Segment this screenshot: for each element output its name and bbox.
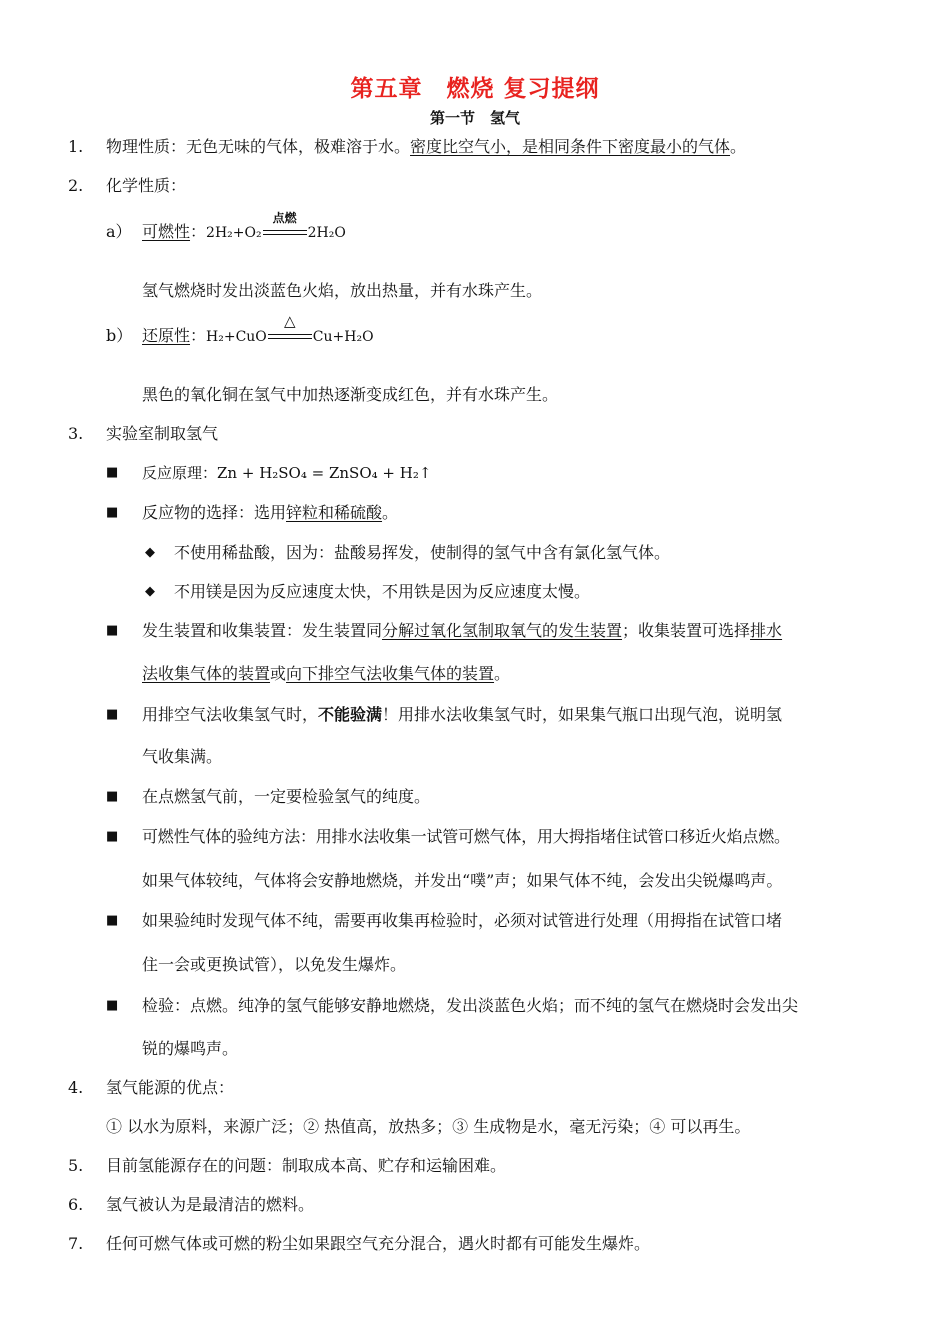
page-title: 第五章 燃烧 复习提纲 [350,76,600,102]
bullet-text: 可燃性气体的验纯方法：用排水法收集一试管可燃气体，用大拇指堵住试管口移近火焰点燃。 [142,827,790,846]
text-span: 。 [382,503,399,522]
item-number: 2. [68,176,84,195]
underlined-text: 分解过氧化氢制取氧气的发生装置 [382,621,623,640]
reaction-principle: 反应原理：Zn + H₂SO₄ = ZnSO₄ + H₂↑ [142,464,432,482]
text-span: 物理性质：无色无味的气体，极难溶于水。 [106,137,411,156]
equals-symbol [268,311,312,344]
bullet-text [142,620,782,642]
section-title: 第一节 氢气 [429,109,520,127]
sub-label: a） [106,222,132,241]
item-text: 氢气能源的优点： [106,1078,235,1097]
item-text: 目前氢能源存在的问题：制取成本高、贮存和运输困难。 [106,1156,507,1175]
underlined-text: 排水 [750,621,783,640]
bullet-text: 检验：点燃。纯净的氢气能够安静地燃烧，发出淡蓝色火焰；而不纯的氢气在燃烧时会发出尖 [142,996,799,1015]
text-span: 发生装置和收集装置：发生装置同 [142,621,383,640]
underlined-text: 锌粒和稀硫酸 [286,503,383,522]
reaction-condition: 点燃 [272,210,297,225]
item-text [106,136,746,158]
bullet-text-continued [142,663,510,685]
bullet-text [142,704,782,726]
property-name: 还原性 [142,326,191,345]
bullet-text: 在点燃氢气前，一定要检验氢气的纯度。 [142,787,431,806]
sub-label: b） [106,326,133,345]
square-bullet-icon: ■ [106,998,119,1013]
products: Cu+H₂O [312,329,374,345]
square-bullet-icon: ■ [106,913,119,928]
text-span: 反应物的选择：选用 [142,503,287,522]
item-text: 氢气被认为是最清洁的燃料。 [106,1195,315,1214]
item-number: 6. [68,1195,84,1214]
underlined-text: 密度比空气小，是相同条件下密度最小的气体 [410,137,731,156]
advantages-list: ① 以水为原料，来源广泛；② 热值高，放热多；③ 生成物是水，毫无污染；④ 可以再生。 [106,1117,751,1136]
underlined-text: 向下排空气法收集气体的装置 [286,664,495,683]
reaction-condition: △ [284,311,296,330]
text-span: 或 [270,664,287,683]
square-bullet-icon: ■ [106,707,119,722]
item-text: 实验室制取氢气 [106,424,219,443]
item-number: 1. [68,137,84,156]
sub-bullet-text: 不用镁是因为反应速度太快，不用铁是因为反应速度太慢。 [174,582,591,601]
reactants: 2H₂+O₂ [206,225,262,241]
text-span: ： [190,326,207,345]
equals-symbol [263,210,307,240]
underlined-text: 法收集气体的装置 [142,664,271,683]
bullet-text-continued: 气收集满。 [142,747,223,766]
item-text: 任何可燃气体或可燃的粉尘如果跟空气充分混合，遇火时都有可能发生爆炸。 [106,1234,651,1253]
square-bullet-icon: ■ [106,623,119,638]
products: 2H₂O [307,225,346,241]
square-bullet-icon: ■ [106,465,119,480]
text-span: 。 [730,137,747,156]
bullet-text: 如果验纯时发现气体不纯，需要再收集再检验时，必须对试管进行处理（用拇指在试管口堵 [142,911,783,930]
description: 氢气燃烧时发出淡蓝色火焰，放出热量，并有水珠产生。 [142,281,543,300]
property-name: 可燃性 [142,222,191,241]
text-span: 。 [494,664,511,683]
item-number: 4. [68,1078,84,1097]
reactants: H₂+CuO [206,329,267,345]
square-bullet-icon: ■ [106,505,119,520]
sub-bullet-text: 不使用稀盐酸，因为：盐酸易挥发，使制得的氢气中含有氯化氢气体。 [174,543,671,562]
item-number: 5. [68,1156,84,1175]
item-text: 化学性质： [106,176,187,195]
bullet-text-continued: 如果气体较纯，气体将会安静地燃烧，并发出“噗”声；如果气体不纯，会发出尖锐爆鸣声。 [142,871,783,890]
text-span: ： [190,222,207,241]
diamond-bullet-icon: ◆ [145,545,155,560]
item-number: 3. [68,424,84,443]
text-span: ；收集装置可选择 [622,621,751,640]
reaction-line [142,311,374,348]
description: 黑色的氧化铜在氢气中加热逐渐变成红色，并有水珠产生。 [142,385,559,404]
bullet-text-continued: 住一会或更换试管），以免发生爆炸。 [142,955,407,974]
square-bullet-icon: ■ [106,829,119,844]
bullet-text-continued: 锐的爆鸣声。 [142,1039,239,1058]
bold-warning: 不能验满 [318,705,383,724]
diamond-bullet-icon: ◆ [145,584,155,599]
bullet-text [142,502,398,524]
text-span: 用排空气法收集氢气时， [142,705,319,724]
reaction-line [142,210,346,244]
square-bullet-icon: ■ [106,789,119,804]
item-number: 7. [68,1234,84,1253]
text-span: ！用排水法收集氢气时，如果集气瓶口出现气泡，说明氢 [382,705,783,724]
